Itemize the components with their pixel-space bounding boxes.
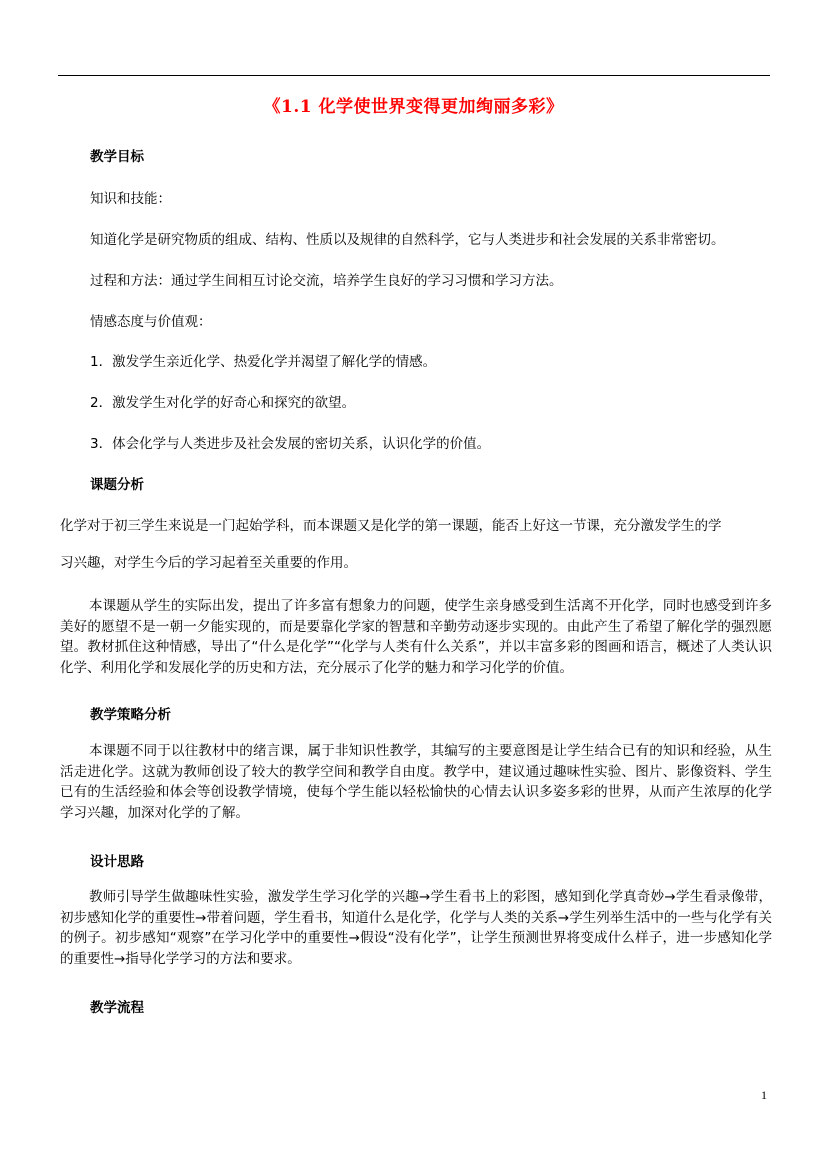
heading-design-idea: 设计思路 <box>90 854 144 870</box>
document-title: 《1.1 化学使世界变得更加绚丽多彩》 <box>263 97 564 117</box>
analysis-line-2: 习兴趣，对学生今后的学习起着至关重要的作用。 <box>60 555 357 571</box>
heading-teaching-flow: 教学流程 <box>90 1000 144 1016</box>
heading-teaching-goals: 教学目标 <box>90 149 144 165</box>
analysis-paragraph: 本课题从学生的实际出发，提出了许多富有想象力的问题，使学生亲身感受到生活离不开化学，同时也感受到许多美好的愿望不是一朝一夕能实现的，而是要靠化学家的智慧和辛勤劳动逐步实现的。由此产生了希望了解化学的强烈愿望。教材抓住这种情感，导出了“什么是化学”“化学与人类有什么关系”，并以丰富多彩的图画和语言，概述了人类认识化学、利用化学和发展化学的历史和方法，充分展示了化学的魅力和学习化学的价值。 <box>60 598 772 676</box>
heading-topic-analysis: 课题分析 <box>90 477 144 493</box>
page-number: 1 <box>761 1088 767 1102</box>
knowledge-label: 知识和技能： <box>90 191 171 207</box>
goal-item-1: 1．激发学生亲近化学、热爱化学并渴望了解化学的情感。 <box>90 354 437 370</box>
design-paragraph: 教师引导学生做趣味性实验，激发学生学习化学的兴趣→学生看书上的彩图，感知到化学真奇妙→学生看录像带，初步感知化学的重要性→带着问题，学生看书，知道什么是化学，化学与人类的关系→学生列举生活中的一些与化学有关的例子。初步感知“观察”在学习化学中的重要性→假设“没有化学”，让学生预测世界将变成什么样子，进一步感知化学的重要性→指导化学学习的方法和要求。 <box>60 889 772 967</box>
heading-strategy-analysis: 教学策略分析 <box>90 707 171 723</box>
process-text: 过程和方法：通过学生间相互讨论交流，培养学生良好的学习习惯和学习方法。 <box>90 273 563 289</box>
knowledge-text: 知道化学是研究物质的组成、结构、性质以及规律的自然科学，它与人类进步和社会发展的关系非常密切。 <box>90 232 725 248</box>
goal-item-2: 2．激发学生对化学的好奇心和探究的欲望。 <box>90 395 356 411</box>
emotion-label: 情感态度与价值观： <box>90 314 212 330</box>
strategy-paragraph: 本课题不同于以往教材中的绪言课，属于非知识性教学，其编写的主要意图是让学生结合已有的知识和经验，从生活走进化学。这就为教师创设了较大的教学空间和教学自由度。教学中，建议通过趣味性实验、图片、影像资料、学生已有的生活经验和体会等创设教学情境，使每个学生能以轻松愉快的心情去认识多姿多彩的世界，从而产生浓厚的化学学习兴趣，加深对化学的了解。 <box>60 743 772 821</box>
goal-item-3: 3．体会化学与人类进步及社会发展的密切关系，认识化学的价值。 <box>90 436 491 452</box>
analysis-line-1: 化学对于初三学生来说是一门起始学科，而本课题又是化学的第一课题，能否上好这一节课，充分激发学生的学 <box>60 518 722 534</box>
header-rule <box>58 75 770 76</box>
